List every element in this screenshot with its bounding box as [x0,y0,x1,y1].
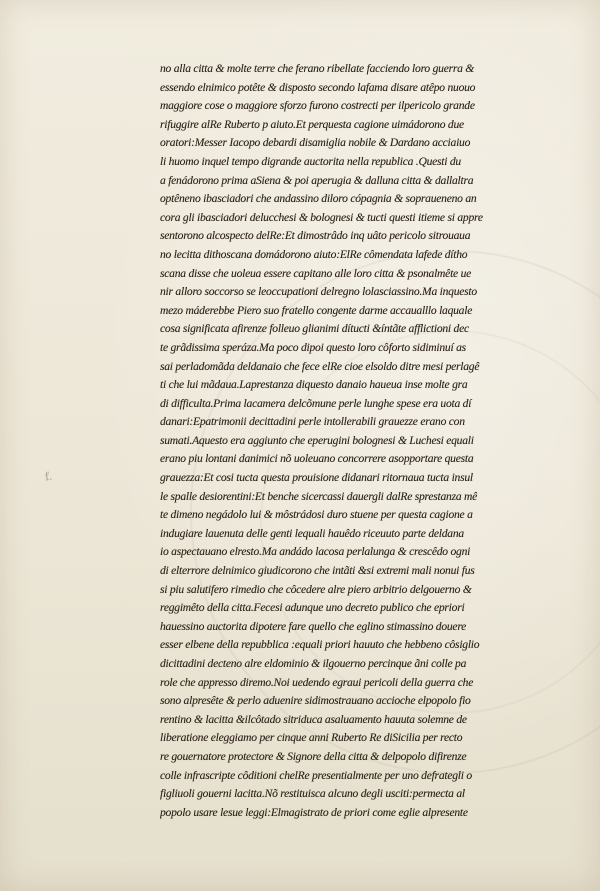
margin-annotation: f. [44,469,54,484]
text-line: di difficulta.Prima lacamera delcõmune perle lunghe spese era uota dí [160,396,472,410]
text-line: sono alpresête & perlo aduenire sidimostrauano accioche elpopolo fio [160,694,471,708]
text-line: erano piu lontani danimici nõ uoleuano concorrere asopportare questa [160,452,474,466]
text-line: grauezza:Et cosi tucta questa prouisione didanari ritornaua tucta insul [160,471,473,485]
text-line: no lecitta dithoscana domádorono aiuto:ElRe cômendata lafede dítho [160,247,468,261]
text-line: esser elbene della repubblica :equali priori hauuto che hebbeno côsiglio [160,638,480,652]
text-line: li huomo inquel tempo digrande auctorita nella republica .Questi du [160,154,461,168]
text-line: io aspectauano elresto.Ma andádo lacosa perlalunga & crescêdo ogni [160,545,471,559]
text-line: le spalle desiorentini:Et benche sicercassi dauergli dalRe sprestanza mê [160,489,478,503]
text-line: scana disse che uoleua essere capitano alle loro citta & psonalmête ue [160,266,472,280]
body-text [160,60,560,822]
text-line: ti che lui mãdaua.Laprestanza diquesto danaio haueua inse molte gra [160,378,468,392]
text-line: sai perladomãda deldanaio che fece elRe cioe elsoldo ditre mesi perlagê [160,359,480,373]
text-line: te dimeno negádolo lui & môstrádosi duro stuene per questa cagione a [160,508,473,522]
text-line: colle infrascripte côditioni chelRe presentialmente per uno defrategli o [160,768,472,782]
text-line: oratori:Messer Iacopo debardi disamiglia nobile & Dardano acciaiuo [160,136,471,150]
text-line: sumati.Aquesto era aggiunto che eperugini bolognesi & Luchesi equali [160,433,474,447]
text-line: popolo usare lesue leggi:Elmagistrato de priori come eglie alpresente [160,805,468,819]
text-line: no alla citta & molte terre che ferano ribellate facciendo loro guerra & [160,62,475,75]
text-line: rentino & lacitta &ilcôtado sitriduca asaluamento hauuta solemne de [160,712,467,726]
text-line: liberatione eleggiamo per cinque anni Ruberto Re diSicilia per recto [160,731,463,745]
text-line: role che appresso diremo.Noi uedendo egraui pericoli della guerra che [160,675,474,689]
text-line: reggimêto della citta.Fecesi adunque uno decreto publico che epriori [160,601,465,615]
text-line: di elterrore delnimico giudicorono che intãti &si extremi mali nonui fus [160,564,475,578]
text-line: figliuoli gouerni lacitta.Nõ restituisca alcuno degli usciti:permecta al [160,787,465,801]
text-line: rifuggire alRe Ruberto p aiuto.Et perquesta cagione uimádorono due [160,117,464,131]
text-line: sentorono alcospecto delRe:Et dimostrâdo inq uâto pericolo sitrouaua [160,229,471,243]
text-line: a fenádorono prima aSiena & poi aperugia & dalluna citta & dallaltra [160,173,474,187]
text-line: cora gli ibasciadori delucchesi & bolognesi & tucti questi itieme si appre [160,210,483,224]
text-line: si piu salutifero rimedio che côcedere alre piero arbitrio delgouerno & [160,582,472,596]
text-line: mezo máderebbe Piero suo fratello congente darme accaualllo laquale [160,303,473,317]
text-line: hauessino auctorita dipotere fare quello che eglino stimassino douere [160,619,467,633]
text-line: nir alloro soccorso se leoccupationi delregno lolasciassino.Ma inquesto [160,285,477,299]
text-line: re gouernatore protectore & Signore della citta & delpopolo difirenze [160,749,467,763]
text-line: indugiare lauenuta delle genti lequali hauêdo riceuuto parte deldana [160,526,464,540]
text-line: te grãdissima speráza.Ma poco dipoi questo loro côforto sidiminuí as [160,340,466,354]
text-line: danari:Epatrimonii decittadini perle intollerabili grauezze erano con [160,415,465,429]
text-line: optêneno ibasciadori che andassino diloro cópagnia & sopraueneno an [160,192,477,206]
text-line: maggiore cose o maggiore sforzo furono costrecti per ilpericolo grande [160,99,475,113]
text-line: cosa significata afirenze folleuo glianimi dítucti &íntãte afflictioni dec [160,322,469,336]
text-line: dicittadini decteno alre eldominio & ilgouerno percinque ãni colle pa [160,657,467,670]
text-line: essendo elnimico potête & disposto secondo lafama disare atêpo nuouo [160,80,476,94]
